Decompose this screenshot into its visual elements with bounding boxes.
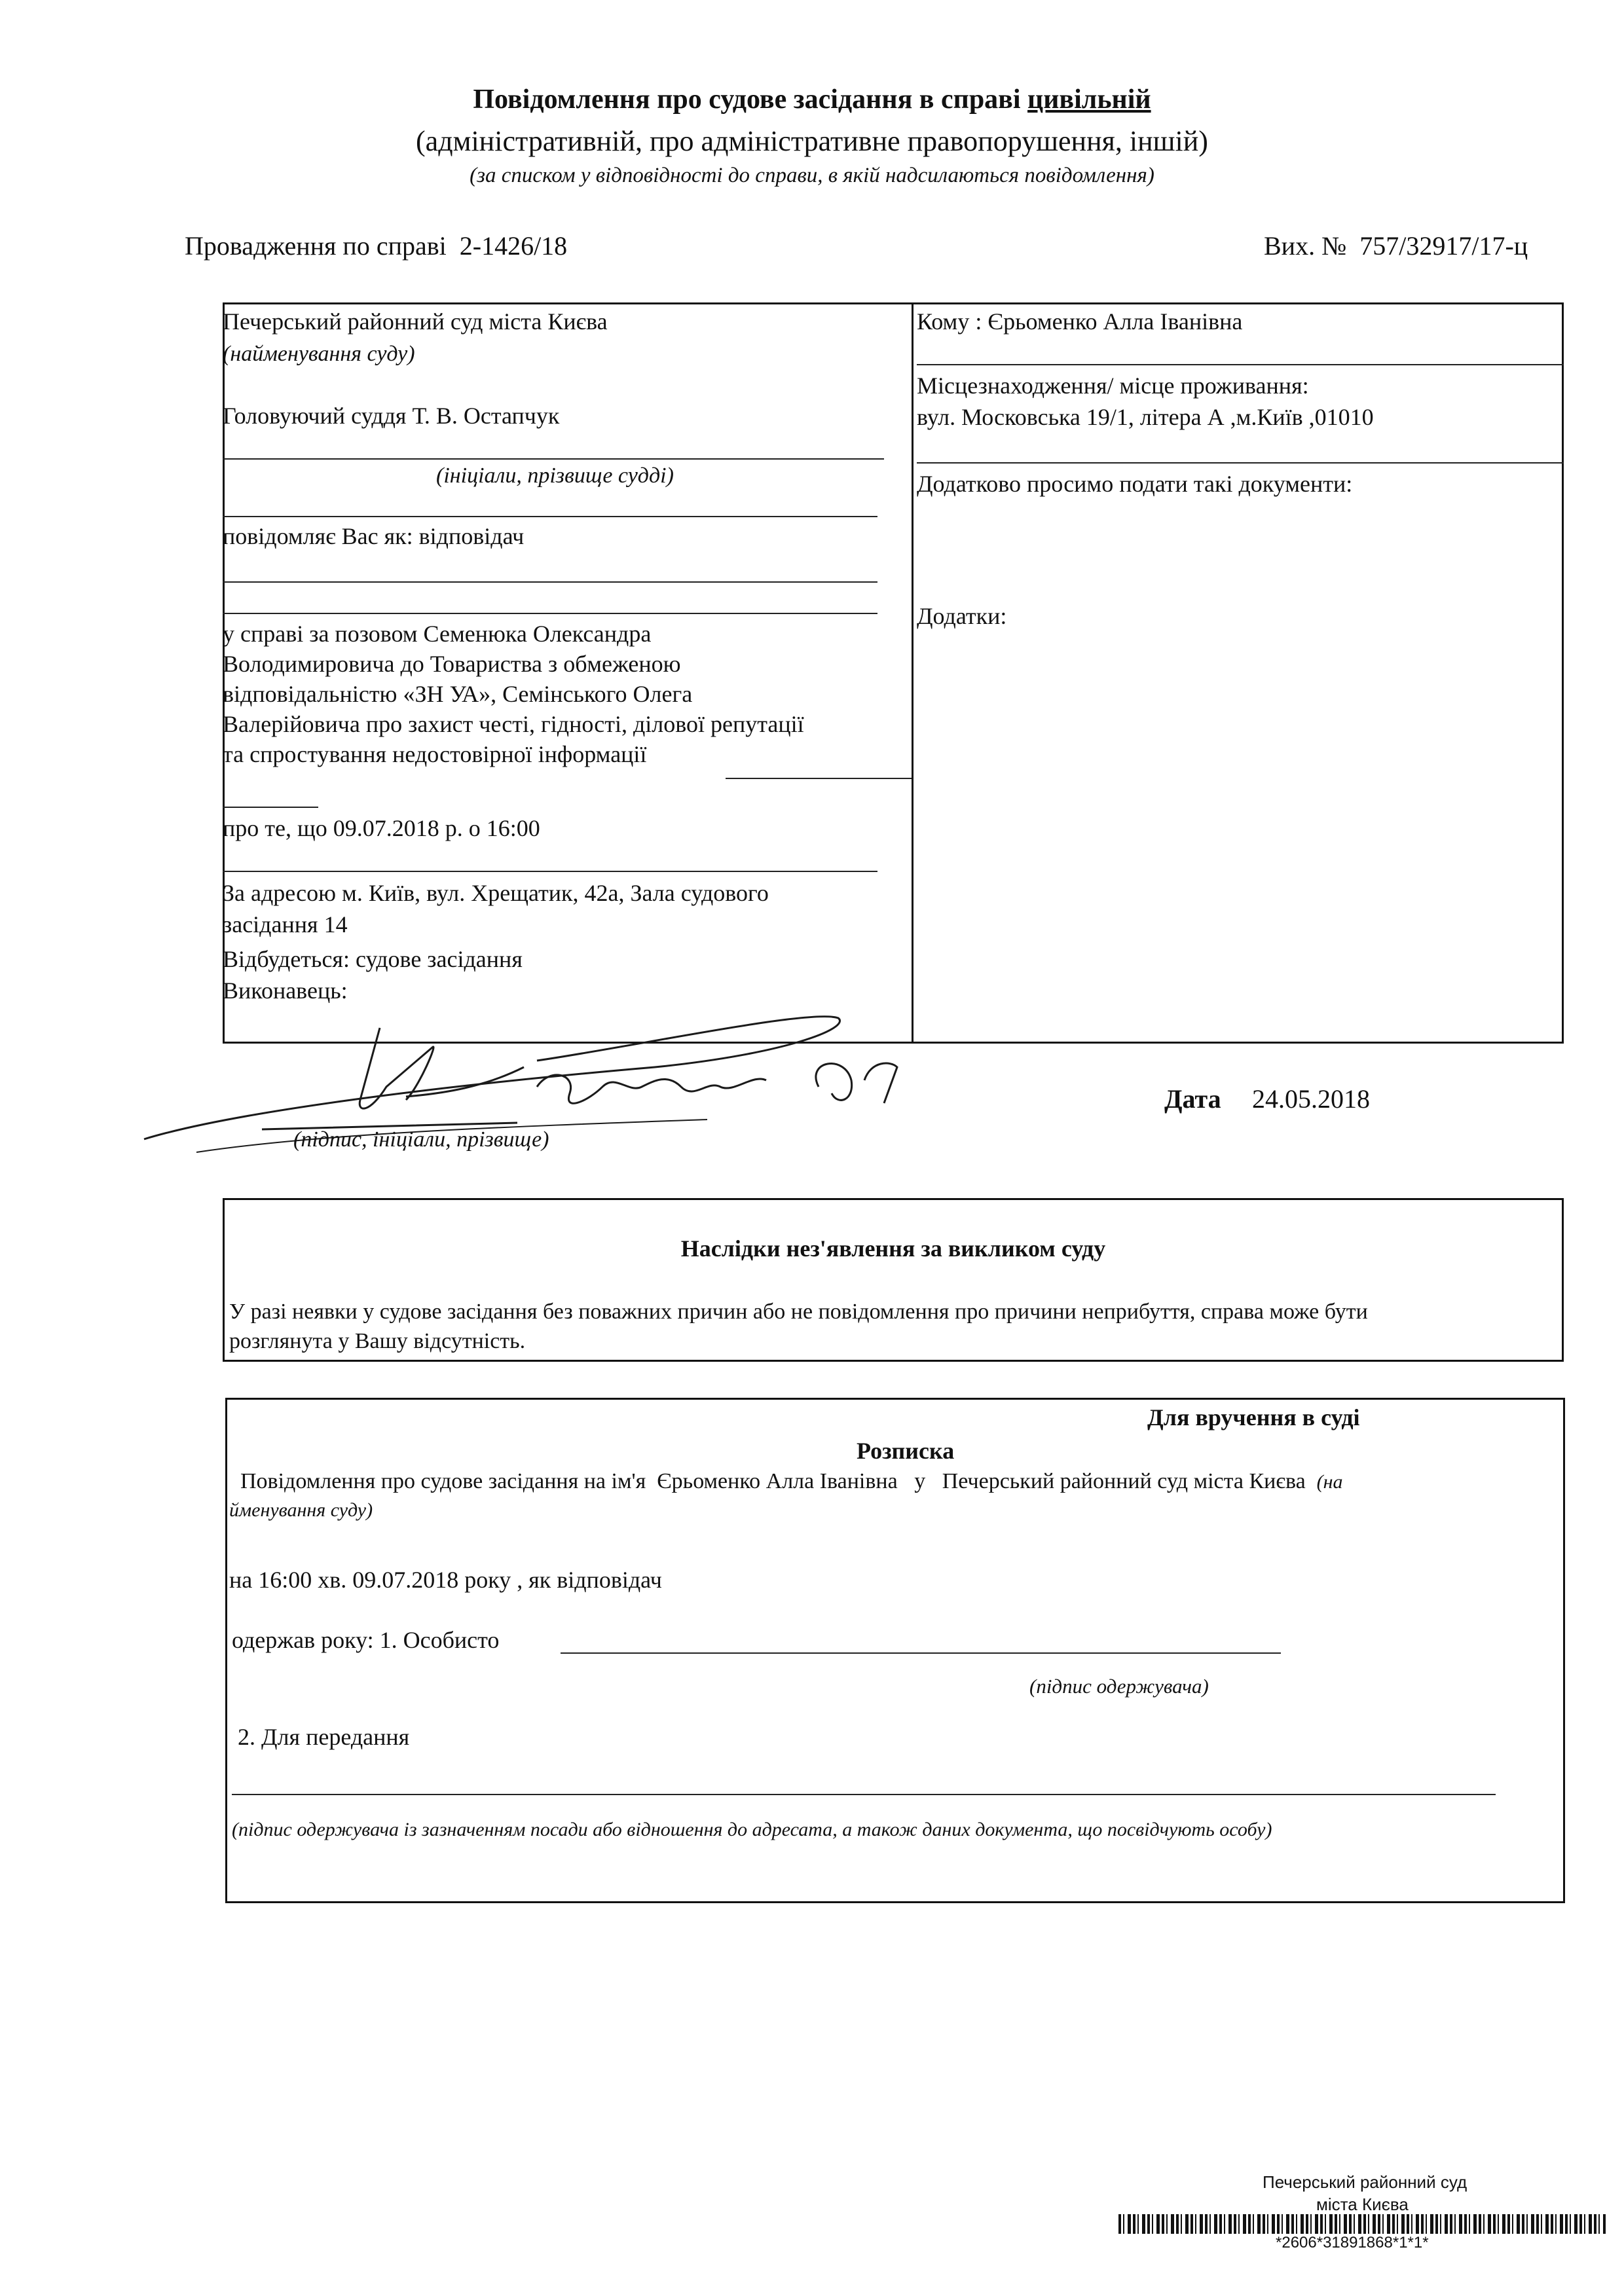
rule <box>223 516 877 517</box>
rule <box>561 1652 1281 1654</box>
claim-text: у справі за позовом Семенюка Олександра Володимировича до Товариства з обмеженою відповідальністю «ЗН УА», Семінського Олега Валерійовича про захист честі, гідності, ділової репутації та спростування недостовірної інформації <box>223 621 804 767</box>
receipt-line-2: йменування суду) <box>229 1499 373 1521</box>
rule <box>917 364 1564 365</box>
received-label: одержав року: 1. Особисто <box>232 1627 500 1653</box>
date-label: Дата <box>1164 1084 1221 1114</box>
transfer-caption: (підпис одержувача із зазначенням посади або відношення до адресата, а також даних документа, що посвідчують особу) <box>232 1819 1272 1840</box>
proceeding-number: 2-1426/18 <box>459 231 568 261</box>
barcode-text: *2606*31891868*1*1* <box>1276 2234 1429 2251</box>
consequences-title: Наслідки нез'явлення за викликом суду <box>680 1235 1106 1262</box>
receipt-line-1: Повідомлення про судове засідання на ім'я Єрьоменко Алла Іванівна у Печерський районний суд міста Києва (на <box>229 1469 1343 1493</box>
outgoing-number: Вих. № 757/32917/17-ц <box>1264 231 1528 261</box>
document-note: (за списком у відповідності до справи, в якій надсилаються повідомлення) <box>470 164 1154 187</box>
recipient-signature-caption: (підпис одержувача) <box>1029 1675 1209 1698</box>
notify-role: повідомляє Вас як: відповідач <box>223 523 525 549</box>
court-name: Печерський районний суд міста Києва <box>223 308 608 335</box>
date-value: 24.05.2018 <box>1252 1084 1370 1114</box>
court-caption: (найменування суду) <box>223 342 415 366</box>
barcode-icon <box>1118 2214 1606 2234</box>
recipient-address: вул. Московська 19/1, літера А ,м.Київ ,01010 <box>917 404 1374 430</box>
consequences-line-1: У разі неявки у судове засідання без поважних причин або не повідомлення про причини неприбуття, справа може бути <box>229 1300 1368 1324</box>
document-subtitle: (адміністративній, про адміністративне правопорушення, іншій) <box>416 125 1208 157</box>
for-court-label: Для вручення в суді <box>1147 1404 1360 1430</box>
hearing-datetime: про те, що 09.07.2018 р. о 16:00 <box>223 815 540 841</box>
documents-request: Додатково просимо подати такі документи: <box>917 471 1353 497</box>
proceeding: Провадження по справі 2-1426/18 <box>185 231 568 261</box>
hearing-address: За адресою м. Київ, вул. Хрещатик, 42а, Зала судового засідання 14 <box>223 880 769 938</box>
transfer-label: 2. Для передання <box>232 1724 410 1750</box>
judge: Головуючий суддя Т. В. Остапчук <box>223 403 560 429</box>
hearing-event: Відбудеться: судове засідання <box>223 946 523 972</box>
rule <box>223 613 877 614</box>
consequences-line-2: розглянута у Вашу відсутність. <box>229 1329 526 1353</box>
document-title: Повідомлення про судове засідання в справі цивільній <box>473 84 1151 115</box>
signature-icon <box>131 989 917 1198</box>
stamp-line-1: Печерський районний суд <box>1263 2172 1467 2192</box>
rule <box>223 807 318 808</box>
location-label: Місцезнаходження/ місце проживання: <box>917 373 1309 399</box>
judge-caption: (ініціали, прізвище судді) <box>436 464 674 488</box>
signature-caption: (підпис, ініціали, прізвище) <box>293 1127 549 1152</box>
receipt-title: Розписка <box>857 1438 955 1464</box>
executor-label: Виконавець: <box>223 977 348 1004</box>
stamp-line-2: міста Києва <box>1316 2195 1409 2214</box>
column-divider <box>912 302 913 1044</box>
receipt-time-line: на 16:00 хв. 09.07.2018 року , як відповідач <box>229 1567 662 1593</box>
attachments-label: Додатки: <box>917 603 1007 629</box>
rule <box>223 871 877 872</box>
rule <box>223 458 884 460</box>
rule <box>917 462 1564 464</box>
rule <box>223 581 877 583</box>
recipient: Кому : Єрьоменко Алла Іванівна <box>917 308 1243 335</box>
rule <box>232 1794 1496 1795</box>
rule <box>726 778 912 779</box>
case-type: цивільній <box>1027 84 1151 115</box>
